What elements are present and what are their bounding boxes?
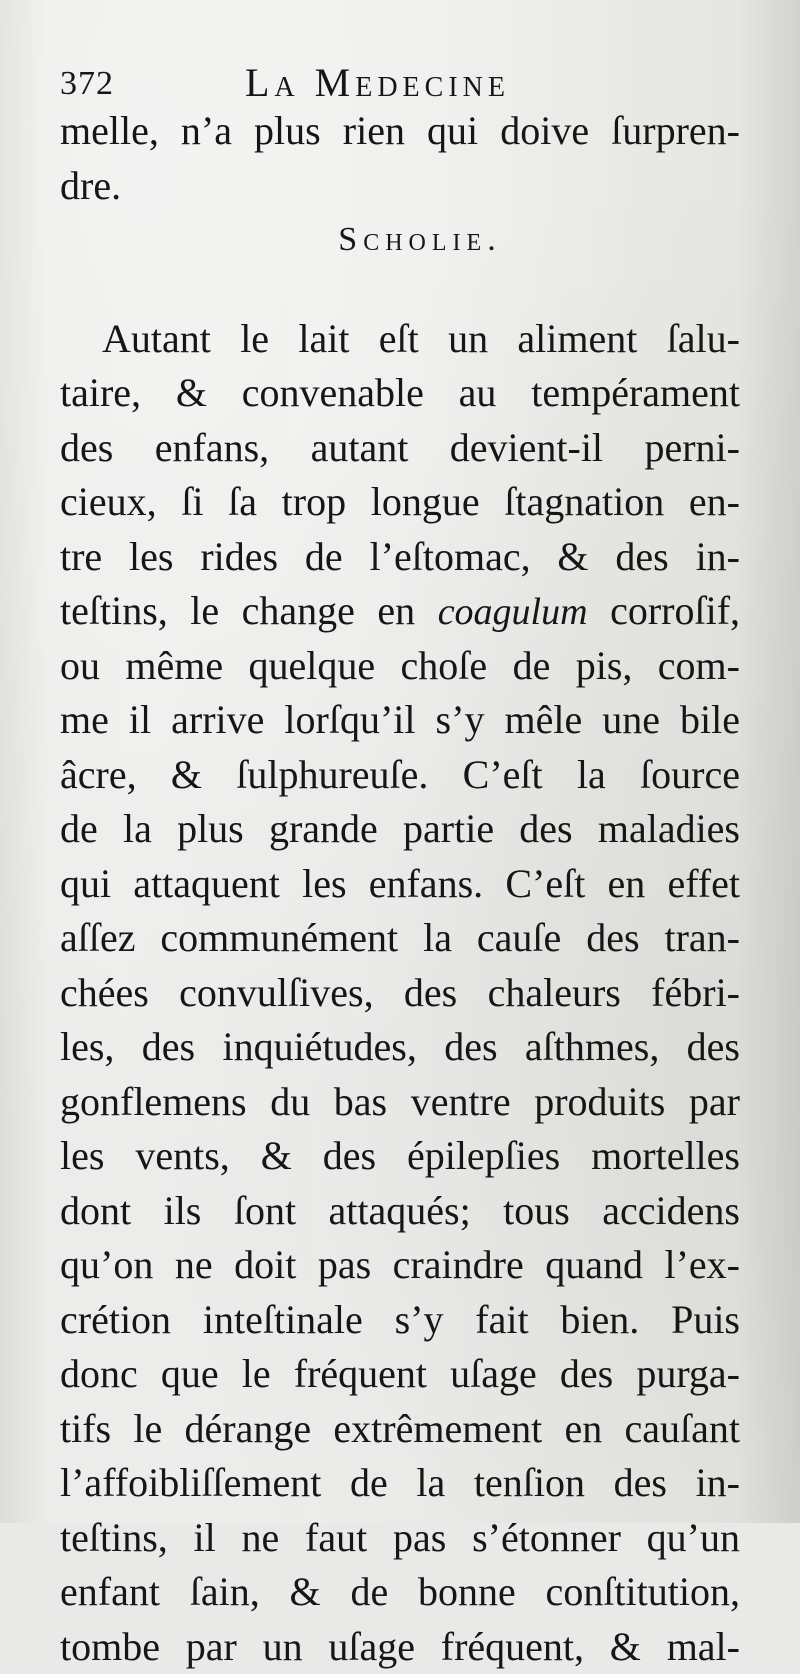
text-line: me il arrive lorſqu’il s’y mêle une bile bbox=[60, 693, 740, 748]
text-line: enfant ſain, & de bonne conſtitution, bbox=[60, 1565, 740, 1620]
page-number: 372 bbox=[60, 65, 114, 103]
text-line: crétion inteſtinale s’y fait bien. Puis bbox=[60, 1293, 740, 1348]
running-head: La Medecine bbox=[245, 59, 510, 106]
section-heading: Scholie. bbox=[100, 213, 740, 268]
text-line: dre. bbox=[60, 159, 740, 214]
text-line: dont ils ſont attaqués; tous accidens bbox=[60, 1184, 740, 1239]
text-line: melle, n’a plus rien qui doive ſurpren- bbox=[60, 104, 740, 159]
text-line: qu’on ne doit pas craindre quand l’ex- bbox=[60, 1238, 740, 1293]
text-line: aſſez communément la cauſe des tran- bbox=[60, 911, 740, 966]
text-line: Autant le lait eſt un aliment ſalu- bbox=[60, 312, 740, 367]
text-line: ou même quelque choſe de pis, com- bbox=[60, 639, 740, 694]
text-line: l’affoibliſſement de la tenſion des in- bbox=[60, 1456, 740, 1511]
text-line: les, des inquiétudes, des aſthmes, des bbox=[60, 1020, 740, 1075]
text-line: gonflemens du bas ventre produits par bbox=[60, 1075, 740, 1130]
text-line: donc que le fréquent uſage des purga- bbox=[60, 1347, 740, 1402]
text-line: de la plus grande partie des maladies bbox=[60, 802, 740, 857]
text-line: âcre, & ſulphureuſe. C’eſt la ſource bbox=[60, 748, 740, 803]
text-line: taire, & convenable au tempérament bbox=[60, 366, 740, 421]
text-line: qui attaquent les enfans. C’eſt en effet bbox=[60, 857, 740, 912]
text-line: tifs le dérange extrêmement en cauſant bbox=[60, 1402, 740, 1457]
text-line: des enfans, autant devient-il perni- bbox=[60, 421, 740, 476]
text-segment: corroſif, bbox=[610, 588, 740, 633]
text-line: tombe par un uſage fréquent, & mal- bbox=[60, 1620, 740, 1674]
text-line: les vents, & des épilepſies mortelles bbox=[60, 1129, 740, 1184]
text-line: teſtins, il ne faut pas s’étonner qu’un bbox=[60, 1511, 740, 1566]
text-line: tre les rides de l’eſtomac, & des in- bbox=[60, 530, 740, 585]
italic-term: coagulum bbox=[438, 591, 588, 633]
text-segment: teſtins, le change en bbox=[60, 588, 415, 633]
text-line-with-italic bbox=[60, 584, 740, 639]
spacer bbox=[60, 268, 740, 312]
page-header bbox=[60, 55, 740, 107]
text-block bbox=[60, 104, 740, 1674]
text-line: chées convulſives, des chaleurs fébri- bbox=[60, 966, 740, 1021]
text-line: cieux, ſi ſa trop longue ſtagnation en- bbox=[60, 475, 740, 530]
